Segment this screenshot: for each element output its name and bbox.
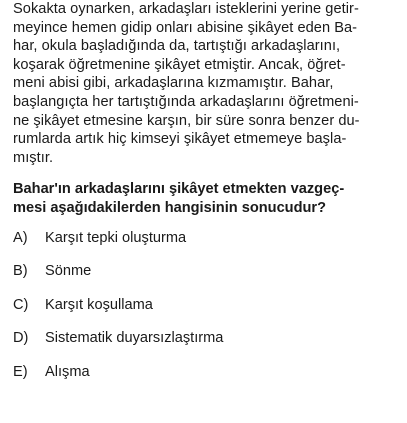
- answer-options: [13, 230, 403, 398]
- option-a[interactable]: [13, 230, 403, 264]
- stem-line: mesi aşağıdakilerden hangisinin sonucudur?: [13, 199, 327, 216]
- passage-line: meyince hemen gidip onları abisine şikâyet eden Ba-: [13, 19, 358, 36]
- option-letter: D): [13, 330, 29, 347]
- question-block: [13, 0, 403, 397]
- option-letter: B): [13, 263, 28, 280]
- passage-line: ne şikâyet etmesine karşın, bir süre sonra benzer du-: [13, 112, 360, 129]
- stem-line: Bahar'ın arkadaşlarını şikâyet etmekten vazgeç-: [13, 181, 345, 198]
- passage-line: meni abisi gibi, arkadaşlarına kızmamıştır. Bahar,: [13, 75, 334, 92]
- passage-line: başlangıçta her tartıştığında arkadaşlarını öğretmeni-: [13, 93, 359, 110]
- option-letter: A): [13, 229, 28, 246]
- option-c[interactable]: [13, 297, 403, 331]
- option-text: Karşıt tepki oluşturma: [45, 229, 187, 246]
- passage-line: mıştır.: [13, 149, 54, 166]
- option-b[interactable]: [13, 263, 403, 297]
- option-text: Sönme: [45, 263, 92, 280]
- question-stem: [13, 180, 403, 217]
- option-text: Karşıt koşullama: [45, 296, 153, 313]
- option-e[interactable]: [13, 364, 403, 398]
- passage-line: koşarak öğretmenine şikâyet etmiştir. Ancak, öğret-: [13, 56, 346, 73]
- option-letter: C): [13, 296, 29, 313]
- question-passage: [13, 0, 403, 167]
- passage-line: har, okula başladığında da, tartıştığı arkadaşlarını,: [13, 38, 341, 55]
- passage-line: Sokakta oynarken, arkadaşları isteklerini yerine getir-: [13, 1, 359, 17]
- option-letter: E): [13, 363, 28, 380]
- option-text: Alışma: [45, 363, 90, 380]
- option-text: Sistematik duyarsızlaştırma: [45, 330, 224, 347]
- passage-line: rumlarda artık hiç kimseyi şikâyet etmemeye başla-: [13, 131, 347, 148]
- option-d[interactable]: [13, 330, 403, 364]
